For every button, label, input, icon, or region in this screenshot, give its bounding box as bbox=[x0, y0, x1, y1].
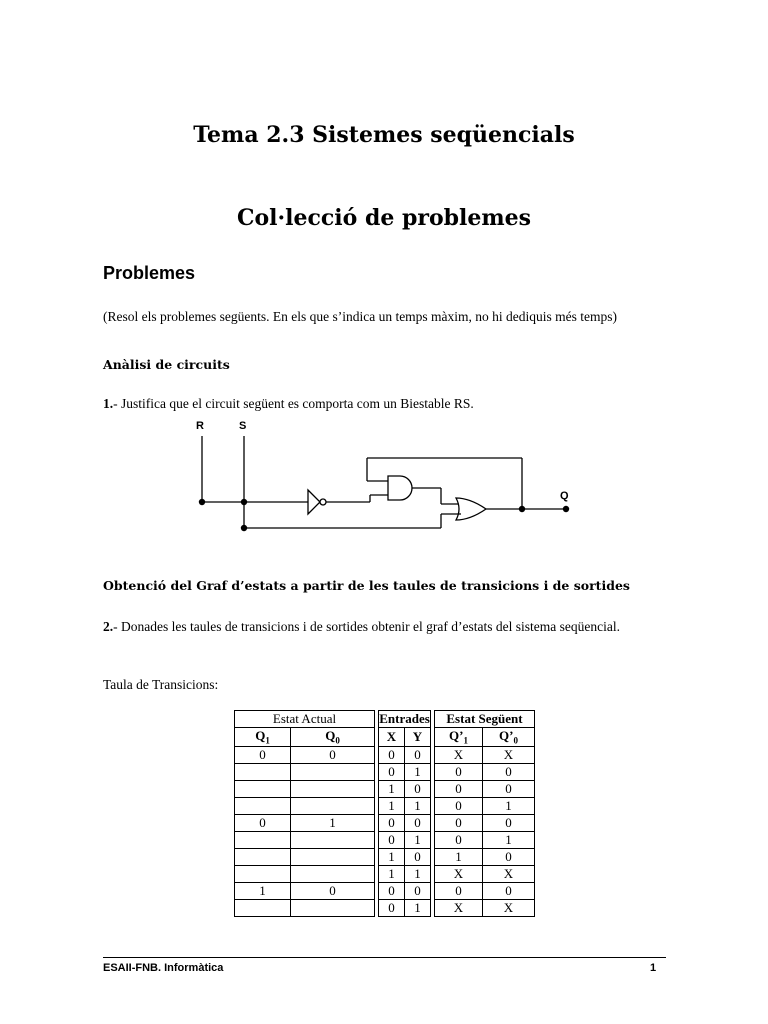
table-cell: 1 bbox=[235, 882, 291, 899]
table-cell bbox=[235, 797, 291, 814]
table-cell: 0 bbox=[235, 746, 291, 763]
table-cell: 0 bbox=[483, 848, 535, 865]
table-row bbox=[235, 763, 535, 780]
problem2-text: - Donades les taules de transicions i de sortides obtenir el graf d’estats del sistema seqüencial. bbox=[113, 619, 620, 634]
table-cell: 1 bbox=[483, 797, 535, 814]
table-cell: 1 bbox=[405, 865, 431, 882]
section1-heading: Anàlisi de circuits bbox=[103, 357, 230, 372]
instructions: (Resol els problemes següents. En els que s’indica un temps màxim, no hi dediquis més temps) bbox=[103, 309, 618, 324]
table-cell bbox=[235, 780, 291, 797]
table-cell: 0 bbox=[235, 814, 291, 831]
table-cell: 1 bbox=[379, 865, 405, 882]
table-cell: 0 bbox=[483, 882, 535, 899]
page-subtitle: Col·lecció de problemes bbox=[236, 205, 532, 231]
table-cell: X bbox=[435, 865, 483, 882]
table-cell: 0 bbox=[379, 746, 405, 763]
table-cell bbox=[291, 831, 375, 848]
table-cell: 1 bbox=[435, 848, 483, 865]
table-cell: 1 bbox=[405, 797, 431, 814]
table-cell bbox=[291, 763, 375, 780]
table-cell bbox=[291, 780, 375, 797]
table-cell: 0 bbox=[435, 814, 483, 831]
table-row bbox=[235, 797, 535, 814]
table-cell: 0 bbox=[405, 848, 431, 865]
table-cell: 0 bbox=[379, 899, 405, 916]
table-row bbox=[235, 831, 535, 848]
problem2-number: 2. bbox=[103, 619, 114, 634]
problem2 bbox=[103, 617, 665, 636]
table-row bbox=[235, 780, 535, 797]
table-cell bbox=[291, 865, 375, 882]
table-cell: 1 bbox=[405, 899, 431, 916]
table-cell bbox=[235, 848, 291, 865]
table-cell: 0 bbox=[379, 814, 405, 831]
footer-page-number: 1 bbox=[650, 962, 657, 974]
table-cell: 1 bbox=[483, 831, 535, 848]
table-cell: X bbox=[483, 746, 535, 763]
table-cell: 0 bbox=[379, 882, 405, 899]
table-cell: 1 bbox=[405, 763, 431, 780]
table-row bbox=[235, 746, 535, 763]
label-s: S bbox=[239, 420, 247, 432]
table-cell: 1 bbox=[379, 797, 405, 814]
table-row bbox=[235, 882, 535, 899]
col-q0: $Q_0$ bbox=[291, 728, 375, 747]
table-cell: 0 bbox=[291, 746, 375, 763]
col-y: Y bbox=[405, 728, 431, 747]
table-cell: 1 bbox=[291, 814, 375, 831]
table-cell: 1 bbox=[379, 848, 405, 865]
group-header-current: Estat Actual bbox=[235, 711, 375, 728]
page-title: Tema 2.3 Sistemes seqüencials bbox=[193, 122, 575, 148]
table-cell bbox=[235, 899, 291, 916]
table-cell: 0 bbox=[291, 882, 375, 899]
table-cell bbox=[291, 848, 375, 865]
table-cell: 0 bbox=[405, 882, 431, 899]
table-cell: 0 bbox=[435, 797, 483, 814]
table-row bbox=[235, 899, 535, 916]
table-cell: 0 bbox=[483, 763, 535, 780]
label-q: Q bbox=[560, 490, 569, 502]
table-cell: 1 bbox=[405, 831, 431, 848]
transition-table bbox=[234, 710, 535, 917]
footer-left: ESAII-FNB. Informàtica bbox=[103, 962, 224, 974]
table-row bbox=[235, 865, 535, 882]
col-next-q1: $Q’_1$ bbox=[435, 728, 483, 747]
table-cell: 0 bbox=[379, 763, 405, 780]
table-caption: Taula de Transicions: bbox=[103, 677, 219, 692]
table-cell: 1 bbox=[379, 780, 405, 797]
table-cell: 0 bbox=[435, 763, 483, 780]
table-cell: 0 bbox=[405, 814, 431, 831]
table-cell bbox=[291, 899, 375, 916]
label-r: R bbox=[196, 420, 204, 432]
table-cell bbox=[235, 865, 291, 882]
section2-heading: Obtenció del Graf d’estats a partir de les taules de transicions i de sortides bbox=[103, 578, 630, 593]
table-cell: X bbox=[435, 899, 483, 916]
problem1-text: - Justifica que el circuit següent es comporta com un Biestable RS. bbox=[113, 396, 474, 411]
table-cell: 0 bbox=[405, 746, 431, 763]
section-heading: Problemes bbox=[103, 263, 196, 283]
table-cell bbox=[291, 797, 375, 814]
table-cell bbox=[235, 763, 291, 780]
table-cell: 0 bbox=[435, 780, 483, 797]
group-header-inputs: Entrades bbox=[379, 711, 430, 726]
col-q1: $Q_1$ bbox=[235, 728, 291, 747]
table-cell: 0 bbox=[483, 814, 535, 831]
col-next-q0: $Q’_0$ bbox=[483, 728, 535, 747]
table-cell: 0 bbox=[405, 780, 431, 797]
table-row bbox=[235, 814, 535, 831]
table-row bbox=[235, 848, 535, 865]
table-cell: X bbox=[483, 899, 535, 916]
table-cell bbox=[235, 831, 291, 848]
problem1-number: 1. bbox=[103, 396, 114, 411]
col-x: X bbox=[379, 728, 405, 747]
group-header-next: Estat Següent bbox=[435, 711, 535, 728]
table-cell: 0 bbox=[435, 882, 483, 899]
table-cell: 0 bbox=[379, 831, 405, 848]
table-cell: 0 bbox=[483, 780, 535, 797]
table-cell: 0 bbox=[435, 831, 483, 848]
table-cell: X bbox=[435, 746, 483, 763]
footer-rule bbox=[103, 957, 666, 958]
table-cell: X bbox=[483, 865, 535, 882]
